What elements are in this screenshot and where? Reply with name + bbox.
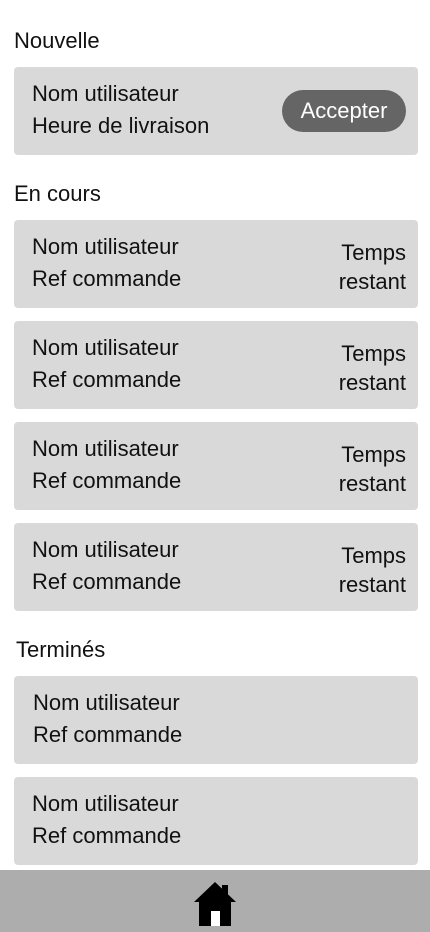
remaining-time-line1: Temps bbox=[341, 240, 406, 265]
remaining-time-line2: restant bbox=[338, 269, 406, 294]
in-progress-order-card[interactable] bbox=[14, 422, 418, 510]
new-order-card[interactable] bbox=[14, 67, 418, 155]
section-title-in-progress: En cours bbox=[14, 181, 101, 206]
user-name: Nom utilisateur bbox=[33, 690, 180, 715]
in-progress-order-card[interactable] bbox=[14, 220, 418, 308]
user-name: Nom utilisateur bbox=[32, 81, 179, 106]
done-order-card[interactable] bbox=[14, 777, 418, 865]
order-ref: Ref commande bbox=[32, 823, 182, 848]
user-name: Nom utilisateur bbox=[32, 537, 179, 562]
accept-button[interactable]: Accepter bbox=[282, 90, 406, 132]
bottom-nav-bar bbox=[0, 870, 430, 932]
order-ref: Ref commande bbox=[32, 569, 182, 594]
remaining-time-line2: restant bbox=[338, 471, 406, 496]
order-ref: Ref commande bbox=[33, 722, 183, 747]
in-progress-order-card[interactable] bbox=[14, 523, 418, 611]
section-title-done: Terminés bbox=[16, 637, 106, 662]
remaining-time-line2: restant bbox=[338, 572, 406, 597]
done-order-card[interactable] bbox=[14, 676, 418, 764]
remaining-time-line1: Temps bbox=[341, 442, 406, 467]
remaining-time bbox=[339, 339, 406, 397]
remaining-time bbox=[339, 541, 406, 599]
user-name: Nom utilisateur bbox=[32, 234, 179, 259]
user-name: Nom utilisateur bbox=[32, 436, 179, 461]
user-name: Nom utilisateur bbox=[32, 335, 179, 360]
remaining-time-line1: Temps bbox=[341, 341, 406, 366]
remaining-time bbox=[339, 238, 406, 296]
order-ref: Ref commande bbox=[32, 367, 182, 392]
order-ref: Ref commande bbox=[32, 266, 182, 291]
in-progress-order-card[interactable] bbox=[14, 321, 418, 409]
delivery-time: Heure de livraison bbox=[32, 113, 210, 138]
home-icon[interactable] bbox=[193, 881, 237, 927]
section-title-new: Nouvelle bbox=[14, 28, 100, 53]
user-name: Nom utilisateur bbox=[32, 791, 179, 816]
remaining-time-line2: restant bbox=[338, 370, 406, 395]
order-ref: Ref commande bbox=[32, 468, 182, 493]
remaining-time-line1: Temps bbox=[341, 543, 406, 568]
remaining-time bbox=[339, 440, 406, 498]
